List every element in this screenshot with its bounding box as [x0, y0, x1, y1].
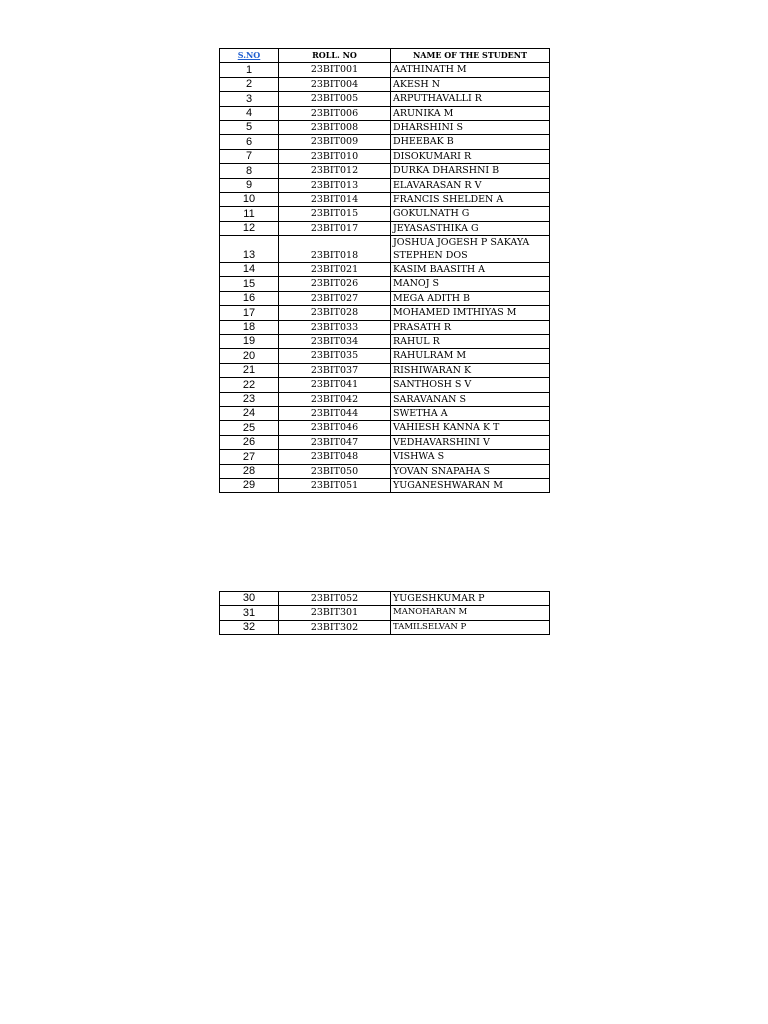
table-row: [220, 77, 550, 91]
sno-cell: 1: [220, 63, 279, 77]
table-row: [220, 378, 550, 392]
student-name-cell: ARUNIKA M: [391, 106, 550, 120]
roll-no-cell: 23BIT008: [279, 120, 391, 134]
student-name-cell: ARPUTHAVALLI R: [391, 92, 550, 106]
roll-no-cell: 23BIT001: [279, 63, 391, 77]
roll-no-cell: 23BIT017: [279, 221, 391, 235]
sno-cell: 12: [220, 221, 279, 235]
roll-no-cell: 23BIT037: [279, 363, 391, 377]
table-header-row: [220, 49, 550, 63]
student-list-table-continued: [219, 591, 550, 635]
sno-cell: 20: [220, 349, 279, 363]
table-row: [220, 349, 550, 363]
student-name-cell: FRANCIS SHELDEN A: [391, 192, 550, 206]
table-row: [220, 236, 550, 263]
sno-cell: 19: [220, 335, 279, 349]
table-row: [220, 106, 550, 120]
roll-no-cell: 23BIT005: [279, 92, 391, 106]
table-row: [220, 320, 550, 334]
roll-no-cell: 23BIT048: [279, 450, 391, 464]
table-row: [220, 120, 550, 134]
table-row: [220, 149, 550, 163]
table-row: [220, 135, 550, 149]
table-row: [220, 221, 550, 235]
roll-no-cell: 23BIT015: [279, 207, 391, 221]
table-row: [220, 606, 550, 620]
roll-no-cell: 23BIT051: [279, 478, 391, 492]
student-name-cell: KASIM BAASITH A: [391, 263, 550, 277]
student-name-cell: VISHWA S: [391, 450, 550, 464]
roll-no-cell: 23BIT013: [279, 178, 391, 192]
sno-cell: 7: [220, 149, 279, 163]
table-row: [220, 178, 550, 192]
roll-no-cell: 23BIT046: [279, 421, 391, 435]
roll-no-cell: 23BIT009: [279, 135, 391, 149]
student-name-cell: VAHIESH KANNA K T: [391, 421, 550, 435]
roll-no-cell: 23BIT010: [279, 149, 391, 163]
student-list-table: [219, 48, 550, 493]
student-name-cell: MOHAMED IMTHIYAS M: [391, 306, 550, 320]
table-row: [220, 392, 550, 406]
table-row: [220, 335, 550, 349]
roll-no-cell: 23BIT033: [279, 320, 391, 334]
sno-cell: 2: [220, 77, 279, 91]
student-name-cell: SWETHA A: [391, 406, 550, 420]
table-row: [220, 478, 550, 492]
roll-no-cell: 23BIT027: [279, 291, 391, 305]
table-row: [220, 164, 550, 178]
roll-no-cell: 23BIT302: [279, 620, 391, 634]
table-row: [220, 263, 550, 277]
roll-no-cell: 23BIT047: [279, 435, 391, 449]
student-name-cell: YOVAN SNAPAHA S: [391, 464, 550, 478]
table-row: [220, 620, 550, 634]
header-sno[interactable]: S.NO: [220, 49, 279, 63]
student-name-cell: AATHINATH M: [391, 63, 550, 77]
sno-cell: 21: [220, 363, 279, 377]
student-name-cell: SANTHOSH S V: [391, 378, 550, 392]
student-name-cell: MANOHARAN M: [391, 606, 550, 620]
roll-no-cell: 23BIT044: [279, 406, 391, 420]
sno-cell: 32: [220, 620, 279, 634]
sno-cell: 4: [220, 106, 279, 120]
sno-cell: 6: [220, 135, 279, 149]
sno-cell: 26: [220, 435, 279, 449]
sno-cell: 5: [220, 120, 279, 134]
student-name-cell: TAMILSELVAN P: [391, 620, 550, 634]
table-row: [220, 306, 550, 320]
table-row: [220, 421, 550, 435]
sno-cell: 29: [220, 478, 279, 492]
table-row: [220, 406, 550, 420]
student-name-cell: ELAVARASAN R V: [391, 178, 550, 192]
roll-no-cell: 23BIT042: [279, 392, 391, 406]
sno-cell: 17: [220, 306, 279, 320]
student-name-cell: JOSHUA JOGESH P SAKAYA STEPHEN DOS: [391, 236, 550, 263]
student-name-cell: DURKA DHARSHNI B: [391, 164, 550, 178]
header-student-name: NAME OF THE STUDENT: [391, 49, 550, 63]
student-name-cell: RAHUL R: [391, 335, 550, 349]
sno-cell: 16: [220, 291, 279, 305]
sno-cell: 22: [220, 378, 279, 392]
sno-cell: 31: [220, 606, 279, 620]
table-row: [220, 92, 550, 106]
sno-cell: 24: [220, 406, 279, 420]
student-name-cell: RAHULRAM M: [391, 349, 550, 363]
roll-no-cell: 23BIT014: [279, 192, 391, 206]
table-row: [220, 435, 550, 449]
sno-cell: 18: [220, 320, 279, 334]
roll-no-cell: 23BIT035: [279, 349, 391, 363]
sno-cell: 25: [220, 421, 279, 435]
student-name-cell: AKESH N: [391, 77, 550, 91]
roll-no-cell: 23BIT021: [279, 263, 391, 277]
roll-no-cell: 23BIT050: [279, 464, 391, 478]
student-name-cell: SARAVANAN S: [391, 392, 550, 406]
table-row: [220, 363, 550, 377]
sno-cell: 13: [220, 236, 279, 263]
sno-cell: 23: [220, 392, 279, 406]
roll-no-cell: 23BIT052: [279, 592, 391, 606]
table-row: [220, 291, 550, 305]
table-row: [220, 63, 550, 77]
sno-cell: 11: [220, 207, 279, 221]
student-name-cell: DISOKUMARI R: [391, 149, 550, 163]
student-name-cell: YUGANESHWARAN M: [391, 478, 550, 492]
sno-cell: 9: [220, 178, 279, 192]
roll-no-cell: 23BIT041: [279, 378, 391, 392]
table-row: [220, 192, 550, 206]
table-row: [220, 207, 550, 221]
table-row: [220, 464, 550, 478]
sno-cell: 15: [220, 277, 279, 291]
roll-no-cell: 23BIT026: [279, 277, 391, 291]
sno-cell: 8: [220, 164, 279, 178]
student-name-cell: RISHIWARAN K: [391, 363, 550, 377]
table-row: [220, 450, 550, 464]
roll-no-cell: 23BIT028: [279, 306, 391, 320]
student-name-cell: GOKULNATH G: [391, 207, 550, 221]
sno-cell: 14: [220, 263, 279, 277]
student-name-cell: VEDHAVARSHINI V: [391, 435, 550, 449]
student-name-cell: MANOJ S: [391, 277, 550, 291]
roll-no-cell: 23BIT004: [279, 77, 391, 91]
roll-no-cell: 23BIT018: [279, 236, 391, 263]
header-roll-no: ROLL. NO: [279, 49, 391, 63]
student-name-cell: PRASATH R: [391, 320, 550, 334]
sno-cell: 30: [220, 592, 279, 606]
table-row: [220, 277, 550, 291]
student-name-cell: JEYASASTHIKA G: [391, 221, 550, 235]
roll-no-cell: 23BIT301: [279, 606, 391, 620]
sno-cell: 3: [220, 92, 279, 106]
student-name-cell: MEGA ADITH B: [391, 291, 550, 305]
roll-no-cell: 23BIT012: [279, 164, 391, 178]
roll-no-cell: 23BIT006: [279, 106, 391, 120]
student-name-cell: YUGESHKUMAR P: [391, 592, 550, 606]
student-name-cell: DHEEBAK B: [391, 135, 550, 149]
sno-cell: 27: [220, 450, 279, 464]
roll-no-cell: 23BIT034: [279, 335, 391, 349]
sno-cell: 28: [220, 464, 279, 478]
student-name-cell: DHARSHINI S: [391, 120, 550, 134]
sno-cell: 10: [220, 192, 279, 206]
table-row: [220, 592, 550, 606]
